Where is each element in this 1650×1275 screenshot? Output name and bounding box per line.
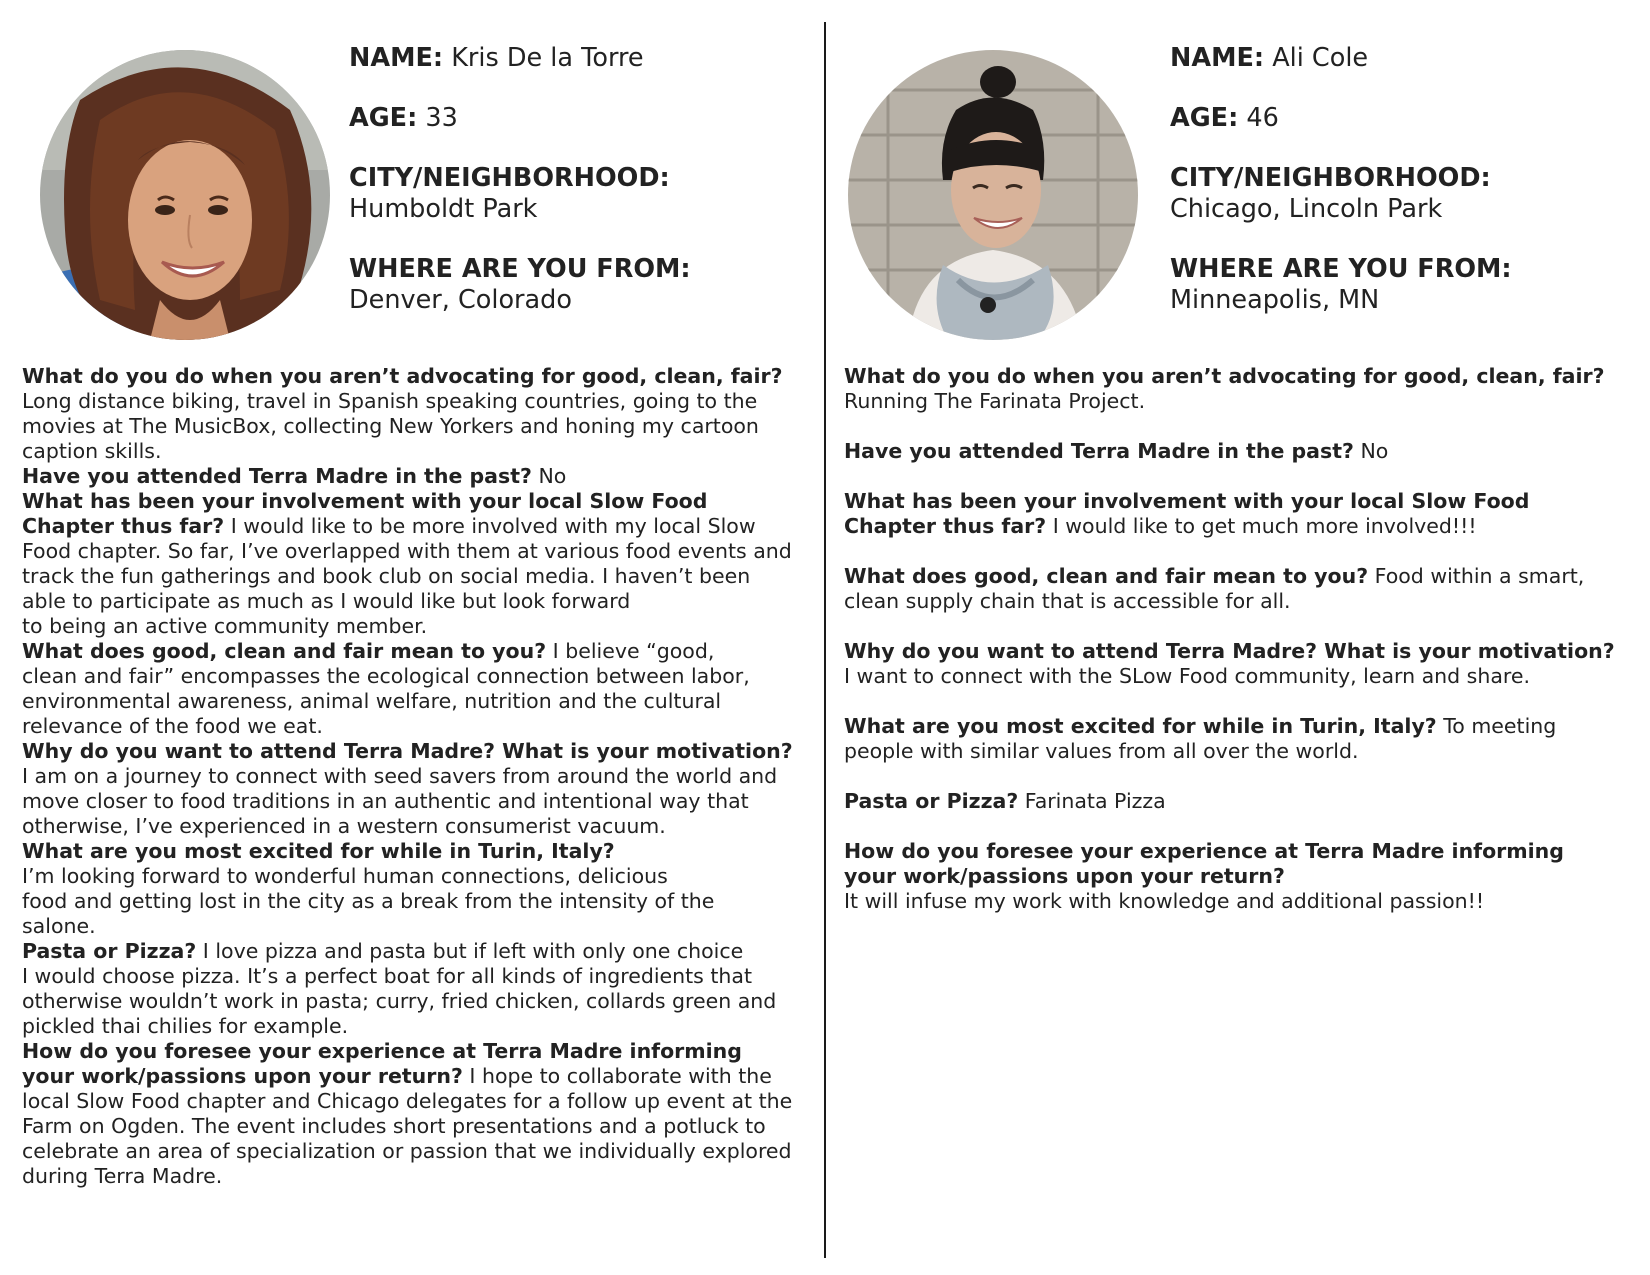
qa-item: [844, 439, 1644, 464]
answer: It will infuse my work with knowledge and additional passion!!: [844, 889, 1485, 913]
answer: I believe “good, clean and fair” encompasses the ecological connection between labor, environmental awareness, animal welfare, nutrition and the cultural relevance of the food we eat.: [22, 639, 750, 738]
qa-item: [844, 364, 1644, 414]
fact-name: [1170, 43, 1640, 74]
qa-item: [844, 489, 1644, 539]
fact-age: [1170, 103, 1640, 134]
fact-label: AGE:: [349, 103, 418, 133]
portrait-woman-curly-hair-image: [40, 50, 330, 340]
profile-ali: [826, 0, 1650, 1275]
fact-label: NAME:: [349, 43, 444, 73]
fact-label: AGE:: [1170, 103, 1239, 133]
qa-item: [844, 839, 1644, 914]
answer: No: [538, 464, 567, 488]
profile-facts: [1170, 43, 1640, 345]
qa-item: [22, 489, 822, 639]
qa-item: [844, 564, 1644, 614]
answer: I hope to collaborate with the local Slow Food chapter and Chicago delegates for a follow up event at the Farm on Ogden. The event includes short presentations and a potluck to celebrate an area of specialization or passion that we individually explored during Terra Madre.: [22, 1064, 793, 1188]
answer: I’m looking forward to wonderful human connections, delicious food and getting lost in the city as a break from the intensity of the salone.: [22, 864, 715, 938]
answer: I am on a journey to connect with seed savers from around the world and move closer to food traditions in an authentic and intentional way that otherwise, I’ve experienced in a western consumerist vacuum.: [22, 764, 778, 838]
fact-label: WHERE ARE YOU FROM:: [1170, 254, 1512, 284]
question: Pasta or Pizza?: [844, 789, 1019, 813]
answer: I would like to get much more involved!!!: [1052, 514, 1477, 538]
question: Why do you want to attend Terra Madre? What is your motivation?: [22, 739, 793, 763]
fact-from: [349, 254, 819, 316]
fact-label: CITY/NEIGHBORHOOD:: [1170, 163, 1491, 193]
qa-item: [22, 739, 822, 839]
qa-item: [22, 939, 822, 1039]
question: What does good, clean and fair mean to you?: [22, 639, 547, 663]
qa-item: [22, 839, 822, 939]
qa-item: [22, 364, 822, 464]
qa-item: [22, 639, 822, 739]
fact-value: Kris De la Torre: [451, 43, 644, 73]
answer: Running The Farinata Project.: [844, 389, 1146, 413]
fact-value: 46: [1246, 103, 1279, 133]
portrait-woman-scarf-image: [848, 50, 1138, 340]
questionnaire: [844, 364, 1644, 939]
question: How do you foresee your experience at Terra Madre informing your work/passions upon your return?: [22, 1039, 742, 1088]
question: Pasta or Pizza?: [22, 939, 197, 963]
fact-from: [1170, 254, 1640, 316]
fact-value: Denver, Colorado: [349, 285, 572, 315]
profile-kris: [0, 0, 824, 1275]
question: How do you foresee your experience at Terra Madre informing your work/passions upon your return?: [844, 839, 1564, 888]
qa-item: [844, 714, 1644, 764]
fact-value: Chicago, Lincoln Park: [1170, 194, 1443, 224]
question: What do you do when you aren’t advocating for good, clean, fair?: [22, 364, 783, 388]
question: What are you most excited for while in Turin, Italy?: [22, 839, 615, 863]
fact-value: 33: [425, 103, 458, 133]
fact-label: NAME:: [1170, 43, 1265, 73]
answer: Long distance biking, travel in Spanish speaking countries, going to the movies at The MusicBox, collecting New Yorkers and honing my cartoon caption skills.: [22, 389, 759, 463]
qa-item: [844, 789, 1644, 814]
fact-city: [1170, 163, 1640, 225]
questionnaire: [22, 364, 822, 1189]
question: What are you most excited for while in Turin, Italy?: [844, 714, 1437, 738]
answer: I want to connect with the SLow Food community, learn and share.: [844, 664, 1531, 688]
profile-photo: [40, 50, 330, 340]
profile-facts: [349, 43, 819, 345]
question: What does good, clean and fair mean to you?: [844, 564, 1369, 588]
qa-item: [22, 464, 822, 489]
fact-label: CITY/NEIGHBORHOOD:: [349, 163, 670, 193]
profile-photo: [848, 50, 1138, 340]
answer: No: [1360, 439, 1389, 463]
answer: Farinata Pizza: [1024, 789, 1166, 813]
question: What do you do when you aren’t advocating for good, clean, fair?: [844, 364, 1605, 388]
question: Have you attended Terra Madre in the past?: [22, 464, 532, 488]
question: What has been your involvement with your local Slow Food Chapter thus far?: [844, 489, 1530, 538]
fact-value: Humboldt Park: [349, 194, 538, 224]
answer: To meeting people with similar values from all over the world.: [844, 714, 1557, 763]
fact-name: [349, 43, 819, 74]
fact-label: WHERE ARE YOU FROM:: [349, 254, 691, 284]
fact-age: [349, 103, 819, 134]
fact-city: [349, 163, 819, 225]
fact-value: Ali Cole: [1272, 43, 1369, 73]
question: What has been your involvement with your local Slow Food Chapter thus far?: [22, 489, 708, 538]
answer: Food within a smart, clean supply chain that is accessible for all.: [844, 564, 1585, 613]
answer: I would like to be more involved with my local Slow Food chapter. So far, I’ve overlapped with them at various food events and track the fun gatherings and book club on social media. I haven’t been able to participate as much as I would like but look forward to being an active community member.: [22, 514, 792, 638]
question: Have you attended Terra Madre in the past?: [844, 439, 1354, 463]
answer: I love pizza and pasta but if left with only one choice I would choose pizza. It’s a perfect boat for all kinds of ingredients that otherwise wouldn’t work in pasta; curry, fried chicken, collards green and pickled thai chilies for example.: [22, 939, 777, 1038]
question: Why do you want to attend Terra Madre? What is your motivation?: [844, 639, 1615, 663]
qa-item: [22, 1039, 822, 1189]
qa-item: [844, 639, 1644, 689]
fact-value: Minneapolis, MN: [1170, 285, 1380, 315]
